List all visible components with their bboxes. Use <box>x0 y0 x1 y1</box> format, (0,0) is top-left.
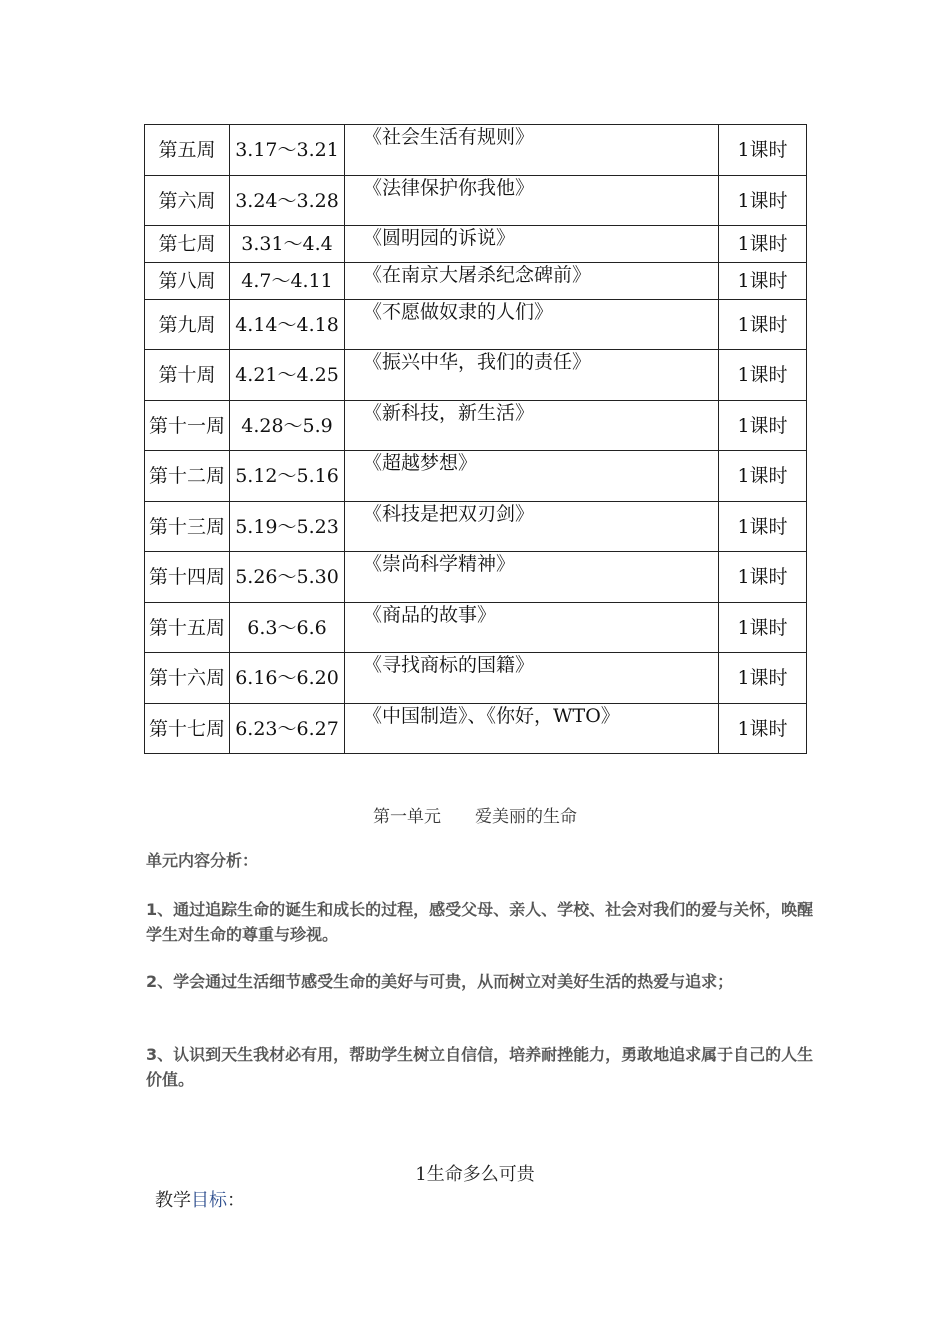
table-row <box>145 350 807 401</box>
title-cell: 《崇尚科学精神》 <box>345 552 719 603</box>
date-cell: 4.14～4.18 <box>230 300 345 350</box>
title-cell: 《圆明园的诉说》 <box>345 226 719 263</box>
goal-suffix: ： <box>227 1190 245 1211</box>
hours-cell: 1课时 <box>719 176 807 226</box>
week-cell: 第十七周 <box>145 704 230 754</box>
date-cell: 3.17～3.21 <box>230 125 345 176</box>
unit-title: 第一单元 爱美丽的生命 <box>373 807 577 827</box>
title-cell: 《超越梦想》 <box>345 451 719 502</box>
hours-cell: 1课时 <box>719 704 807 754</box>
title-cell: 《商品的故事》 <box>345 603 719 653</box>
date-cell: 6.23～6.27 <box>230 704 345 754</box>
hours-cell: 1课时 <box>719 451 807 502</box>
hours-cell: 1课时 <box>719 125 807 176</box>
table-row <box>145 226 807 263</box>
table-row <box>145 300 807 350</box>
title-cell: 《中国制造》、《你好，WTO》 <box>345 704 719 754</box>
unit-point-1: 1、通过追踪生命的诞生和成长的过程，感受父母、亲人、学校、社会对我们的爱与关怀，唤醒学生对生命的尊重与珍视。 <box>146 900 814 944</box>
week-cell: 第十三周 <box>145 502 230 552</box>
title-cell: 《新科技，新生活》 <box>345 401 719 451</box>
week-cell: 第六周 <box>145 176 230 226</box>
week-cell: 第十六周 <box>145 653 230 704</box>
table-row <box>145 125 807 176</box>
hours-cell: 1课时 <box>719 502 807 552</box>
week-cell: 第十二周 <box>145 451 230 502</box>
hours-cell: 1课时 <box>719 401 807 451</box>
date-cell: 4.7～4.11 <box>230 263 345 300</box>
teaching-goal <box>155 1186 245 1212</box>
week-cell: 第十五周 <box>145 603 230 653</box>
table-row <box>145 401 807 451</box>
table-row <box>145 451 807 502</box>
hours-cell: 1课时 <box>719 263 807 300</box>
week-cell: 第八周 <box>145 263 230 300</box>
hours-cell: 1课时 <box>719 226 807 263</box>
week-cell: 第十四周 <box>145 552 230 603</box>
table-row <box>145 653 807 704</box>
date-cell: 5.26～5.30 <box>230 552 345 603</box>
hours-cell: 1课时 <box>719 653 807 704</box>
date-cell: 6.3～6.6 <box>230 603 345 653</box>
hours-cell: 1课时 <box>719 300 807 350</box>
title-cell: 《科技是把双刃剑》 <box>345 502 719 552</box>
week-cell: 第九周 <box>145 300 230 350</box>
date-cell: 4.28～5.9 <box>230 401 345 451</box>
title-cell: 《社会生活有规则》 <box>345 125 719 176</box>
goal-prefix: 教学 <box>155 1190 191 1211</box>
hours-cell: 1课时 <box>719 350 807 401</box>
week-cell: 第十周 <box>145 350 230 401</box>
title-cell: 《不愿做奴隶的人们》 <box>345 300 719 350</box>
week-cell: 第五周 <box>145 125 230 176</box>
date-cell: 3.31～4.4 <box>230 226 345 263</box>
date-cell: 4.21～4.25 <box>230 350 345 401</box>
schedule-body <box>145 125 807 754</box>
hours-cell: 1课时 <box>719 552 807 603</box>
table-row <box>145 603 807 653</box>
date-cell: 5.12～5.16 <box>230 451 345 502</box>
week-cell: 第七周 <box>145 226 230 263</box>
schedule-table <box>144 124 807 754</box>
week-cell: 第十一周 <box>145 401 230 451</box>
table-row <box>145 704 807 754</box>
table-row <box>145 263 807 300</box>
date-cell: 5.19～5.23 <box>230 502 345 552</box>
table-row <box>145 552 807 603</box>
hours-cell: 1课时 <box>719 603 807 653</box>
title-cell: 《法律保护你我他》 <box>345 176 719 226</box>
unit-point-3: 3、认识到天生我材必有用，帮助学生树立自信信，培养耐挫能力，勇敢地追求属于自己的人生价值。 <box>146 1045 814 1089</box>
title-cell: 《振兴中华，我们的责任》 <box>345 350 719 401</box>
analysis-heading: 单元内容分析： <box>146 851 259 870</box>
lesson-title: 1生命多么可贵 <box>415 1164 535 1185</box>
title-cell: 《在南京大屠杀纪念碑前》 <box>345 263 719 300</box>
title-cell: 《寻找商标的国籍》 <box>345 653 719 704</box>
table-row <box>145 176 807 226</box>
date-cell: 6.16～6.20 <box>230 653 345 704</box>
unit-point-2: 2、学会通过生活细节感受生命的美好与可贵，从而树立对美好生活的热爱与追求； <box>146 972 734 991</box>
table-row <box>145 502 807 552</box>
goal-link[interactable]: 目标 <box>191 1190 227 1211</box>
date-cell: 3.24～3.28 <box>230 176 345 226</box>
